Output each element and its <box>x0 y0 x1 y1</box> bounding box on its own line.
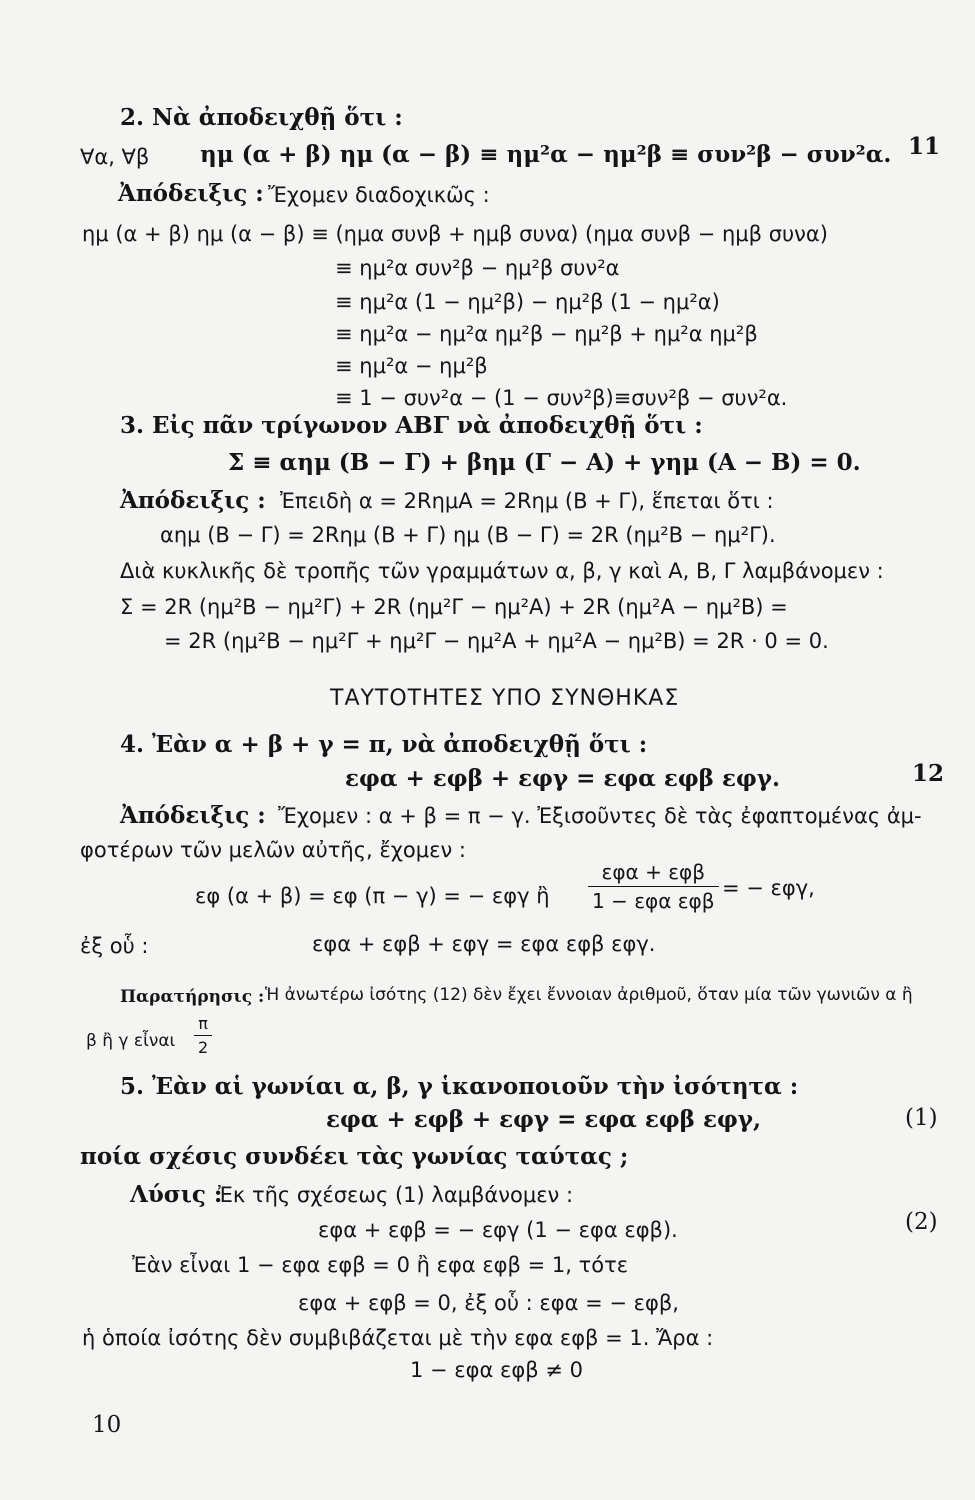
proof-line: αημ (Β − Γ) = 2Rημ (Β + Γ) ημ (Β − Γ) = 2R (ημ²Β − ημ²Γ). <box>160 523 776 547</box>
case-line: Ἐὰν εἶναι 1 − εφα εφβ = 0 ἢ εφα εφβ = 1, τότε <box>132 1253 629 1277</box>
solution-label: Λύσις : <box>130 1181 223 1208</box>
proof-step: ≡ ημ²α (1 − ημ²β) − ημ²β (1 − ημ²α) <box>335 290 720 314</box>
equation-number-12: 12 <box>912 760 945 787</box>
fraction-numerator: π <box>198 1014 208 1033</box>
problem-3-identity: Σ ≡ αημ (Β − Γ) + βημ (Γ − Α) + γημ (Α − Β) = 0. <box>228 449 861 476</box>
equation-left: εφ (α + β) = εφ (π − γ) = − εφγ ἢ <box>195 884 550 908</box>
fraction <box>588 860 719 913</box>
proof-step: ≡ ημ²α − ημ²α ημ²β − ημ²β + ημ²α ημ²β <box>335 322 758 346</box>
result-equation: εφα + εφβ + εφγ = εφα εφβ εφγ. <box>312 932 656 956</box>
equation-right: = − εφγ, <box>722 876 815 900</box>
whence-label: ἐξ οὗ : <box>80 934 149 958</box>
proof-line: φοτέρων τῶν μελῶν αὐτῆς, ἔχομεν : <box>80 838 466 862</box>
remark-text: Ἡ ἀνωτέρω ἰσότης (12) δὲν ἔχει ἔννοιαν ἀριθμοῦ, ὅταν μία τῶν γωνιῶν α ἢ <box>265 985 913 1005</box>
fraction-pi-over-2 <box>194 1014 212 1057</box>
case-result: εφα + εφβ = 0, ἐξ οὗ : εφα = − εφβ, <box>298 1291 679 1315</box>
fraction-denominator: 1 − εφα εφβ <box>588 886 719 913</box>
problem-3-title: 3. Εἰς πᾶν τρίγωνον ΑΒΓ νὰ ἀποδειχθῇ ὅτι : <box>120 412 703 439</box>
remark-line: β ἢ γ εἶναι <box>86 1031 176 1051</box>
proof-line: Διὰ κυκλικῆς δὲ τροπῆς τῶν γραμμάτων α, β, γ καὶ Α, Β, Γ λαμβάνομεν : <box>120 559 884 583</box>
page-number: 10 <box>92 1412 122 1438</box>
remark-label: Παρατήρησις : <box>120 987 265 1007</box>
problem-2-title: 2. Νὰ ἀποδειχθῇ ὅτι : <box>120 104 403 131</box>
problem-5-question: ποία σχέσις συνδέει τὰς γωνίας ταύτας ; <box>80 1143 629 1170</box>
problem-5-title: 5. Ἐὰν αἱ γωνίαι α, β, γ ἱκανοποιοῦν τὴν ἰσότητα : <box>120 1073 799 1100</box>
proof-step: ≡ 1 − συν²α − (1 − συν²β)≡συν²β − συν²α. <box>335 386 788 410</box>
solution-text: Ἐκ τῆς σχέσεως (1) λαμβάνομεν : <box>218 1183 574 1207</box>
proof-line: Σ = 2R (ημ²Β − ημ²Γ) + 2R (ημ²Γ − ημ²Α) + 2R (ημ²Α − ημ²Β) = <box>120 595 788 619</box>
proof-text-3: Ἐπειδὴ α = 2RημΑ = 2Rημ (Β + Γ), ἕπεται ὅτι : <box>280 489 774 513</box>
equation-2: εφα + εφβ = − εφγ (1 − εφα εφβ). <box>318 1218 678 1242</box>
proof-intro-2: Ἔχομεν διαδοχικῶς : <box>268 183 490 207</box>
problem-2-identity: ημ (α + β) ημ (α − β) ≡ ημ²α − ημ²β ≡ συν²β − συν²α. <box>200 141 892 168</box>
proof-step: ≡ ημ²α συν²β − ημ²β συν²α <box>335 256 620 280</box>
proof-line: = 2R (ημ²Β − ημ²Γ + ημ²Γ − ημ²Α + ημ²Α − ημ²Β) = 2R · 0 = 0. <box>164 629 829 653</box>
equation-number-2: (2) <box>905 1209 938 1235</box>
equation-number-11: 11 <box>908 133 941 160</box>
proof-step: ημ (α + β) ημ (α − β) ≡ (ημα συνβ + ημβ συνα) (ημα συνβ − ημβ συνα) <box>82 222 828 246</box>
proof-label-4: Ἀπόδειξις : <box>120 802 266 829</box>
proof-label-3: Ἀπόδειξις : <box>120 487 266 514</box>
section-heading: ΤΑΥΤΟΤΗΤΕΣ ΥΠΟ ΣΥΝΘΗΚΑΣ <box>330 686 680 711</box>
problem-4-identity: εφα + εφβ + εφγ = εφα εφβ εφγ. <box>345 765 780 792</box>
proof-step: ≡ ημ²α − ημ²β <box>335 354 488 378</box>
equation-number-1: (1) <box>905 1105 938 1131</box>
final-inequality: 1 − εφα εφβ ≠ 0 <box>410 1358 583 1382</box>
proof-label-2: Ἀπόδειξις : <box>118 180 264 207</box>
proof-text-4: Ἔχομεν : α + β = π − γ. Ἐξισοῦντες δὲ τὰς ἐφαπτομένας ἀμ- <box>278 804 922 828</box>
problem-4-title: 4. Ἐὰν α + β + γ = π, νὰ ἀποδειχθῇ ὅτι : <box>120 731 648 758</box>
incompatibility-line: ἡ ὁποία ἰσότης δὲν συμβιβάζεται μὲ τὴν εφα εφβ = 1. Ἄρα : <box>82 1326 714 1350</box>
problem-2-quantifier: ∀α, ∀β <box>80 145 150 169</box>
fraction-numerator: εφα + εφβ <box>601 860 705 884</box>
fraction-denominator: 2 <box>194 1035 212 1057</box>
problem-5-identity: εφα + εφβ + εφγ = εφα εφβ εφγ, <box>326 1106 761 1133</box>
